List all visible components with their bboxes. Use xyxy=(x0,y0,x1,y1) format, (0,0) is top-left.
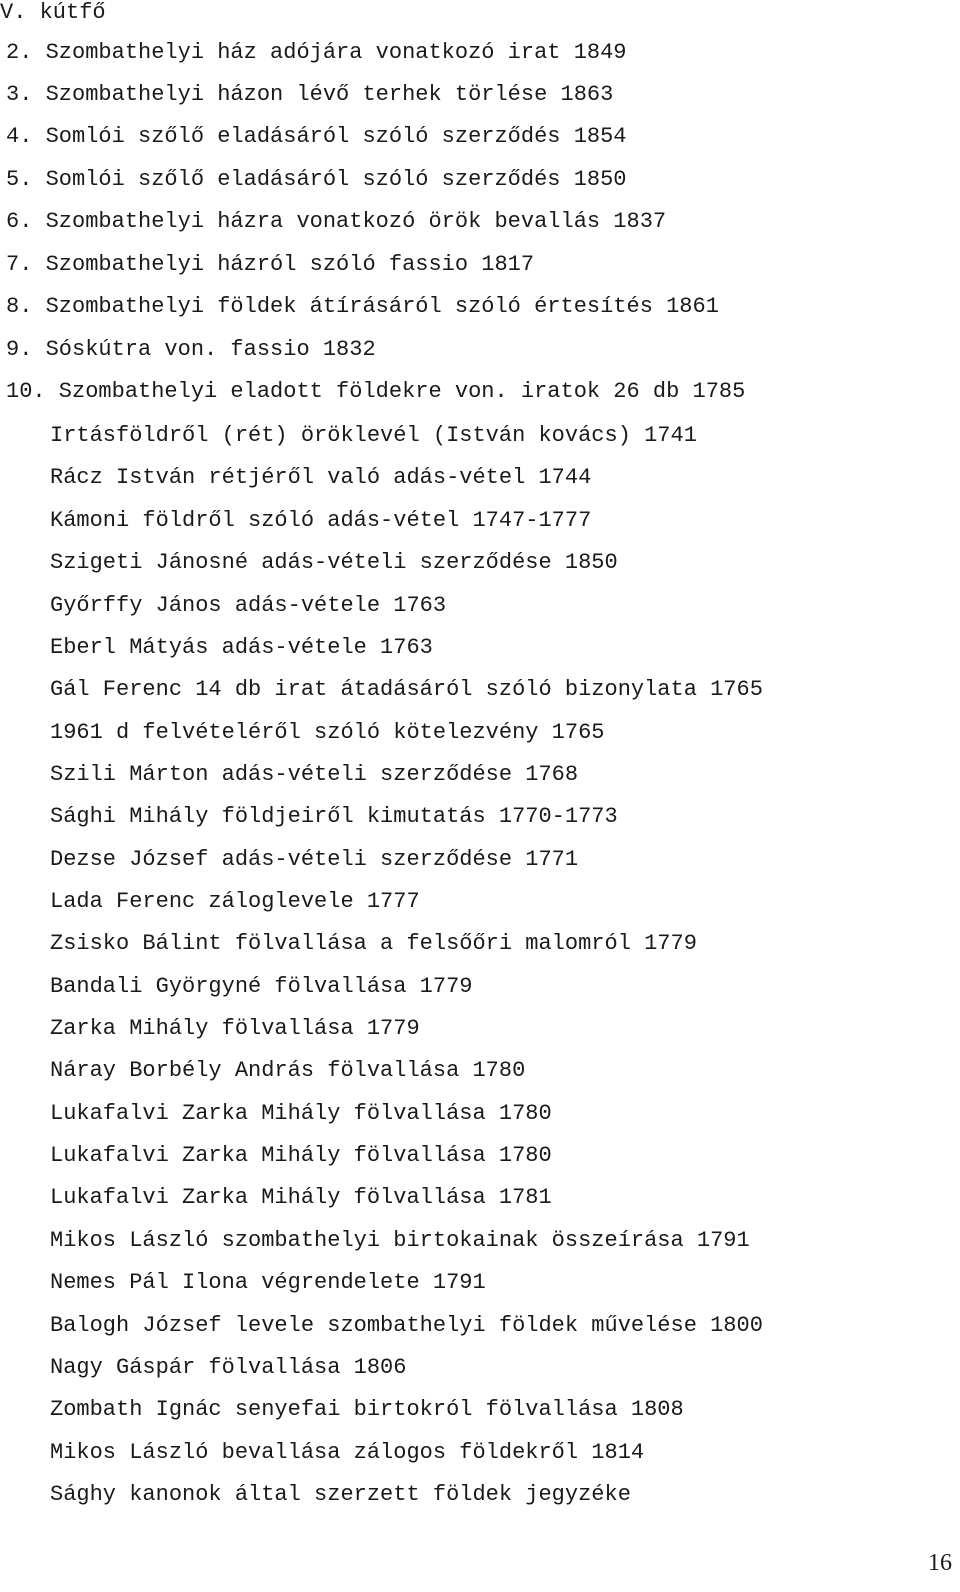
list-item: 9. Sóskútra von. fassio 1832 xyxy=(6,337,376,362)
sub-list-item: Kámoni földről szóló adás-vétel 1747-1777 xyxy=(50,508,592,533)
sub-list-item: Bandali Györgyné fölvallása 1779 xyxy=(50,974,473,999)
list-item: 8. Szombathelyi földek átírásáról szóló értesítés 1861 xyxy=(6,294,719,319)
sub-list-item: Irtásföldről (rét) öröklevél (István kovács) 1741 xyxy=(50,423,697,448)
page-number: 16 xyxy=(928,1550,952,1576)
list-item: 5. Somlói szőlő eladásáról szóló szerződés 1850 xyxy=(6,167,627,192)
list-item: 2. Szombathelyi ház adójára vonatkozó irat 1849 xyxy=(6,40,627,65)
sub-list-item: Szigeti Jánosné adás-vételi szerződése 1850 xyxy=(50,550,618,575)
sub-list-item: Lukafalvi Zarka Mihály fölvallása 1780 xyxy=(50,1101,552,1126)
sub-list-item: Nagy Gáspár fölvallása 1806 xyxy=(50,1355,407,1380)
sub-list-item: 1961 d felvételéről szóló kötelezvény 1765 xyxy=(50,720,605,745)
list-item: 6. Szombathelyi házra vonatkozó örök bevallás 1837 xyxy=(6,209,667,234)
sub-list-item: Sághi Mihály földjeiről kimutatás 1770-1773 xyxy=(50,804,618,829)
sub-list-item: Lada Ferenc záloglevele 1777 xyxy=(50,889,420,914)
sub-list-item: Gál Ferenc 14 db irat átadásáról szóló bizonylata 1765 xyxy=(50,677,763,702)
sub-list-item: Nemes Pál Ilona végrendelete 1791 xyxy=(50,1270,486,1295)
sub-list-item: Dezse József adás-vételi szerződése 1771 xyxy=(50,847,579,872)
sub-list-item: Győrffy János adás-vétele 1763 xyxy=(50,593,447,618)
sub-list-item: Balogh József levele szombathelyi földek művelése 1800 xyxy=(50,1313,763,1338)
sub-list-item: Lukafalvi Zarka Mihály fölvallása 1781 xyxy=(50,1185,552,1210)
sub-list-item: Zarka Mihály fölvallása 1779 xyxy=(50,1016,420,1041)
sub-list-item: Eberl Mátyás adás-vétele 1763 xyxy=(50,635,433,660)
list-item: 4. Somlói szőlő eladásáról szóló szerződés 1854 xyxy=(6,124,627,149)
sub-list-item: Zsisko Bálint fölvallása a felsőőri malomról 1779 xyxy=(50,931,697,956)
sub-list-item: Náray Borbély András fölvallása 1780 xyxy=(50,1058,526,1083)
sub-list-item: Sághy kanonok által szerzett földek jegyzéke xyxy=(50,1482,631,1507)
list-item: 3. Szombathelyi házon lévő terhek törlése 1863 xyxy=(6,82,614,107)
sub-list-item: Szili Márton adás-vételi szerződése 1768 xyxy=(50,762,579,787)
section-heading: V. kútfő xyxy=(0,0,106,25)
list-item: 7. Szombathelyi házról szóló fassio 1817 xyxy=(6,252,535,277)
sub-list-item: Mikos László bevallása zálogos földekről 1814 xyxy=(50,1440,645,1465)
sub-list-item: Lukafalvi Zarka Mihály fölvallása 1780 xyxy=(50,1143,552,1168)
sub-list-item: Zombath Ignác senyefai birtokról fölvallása 1808 xyxy=(50,1397,684,1422)
sub-list-item: Mikos László szombathelyi birtokainak összeírása 1791 xyxy=(50,1228,750,1253)
list-item: 10. Szombathelyi eladott földekre von. iratok 26 db 1785 xyxy=(6,379,746,404)
sub-list-item: Rácz István rétjéről való adás-vétel 1744 xyxy=(50,465,592,490)
